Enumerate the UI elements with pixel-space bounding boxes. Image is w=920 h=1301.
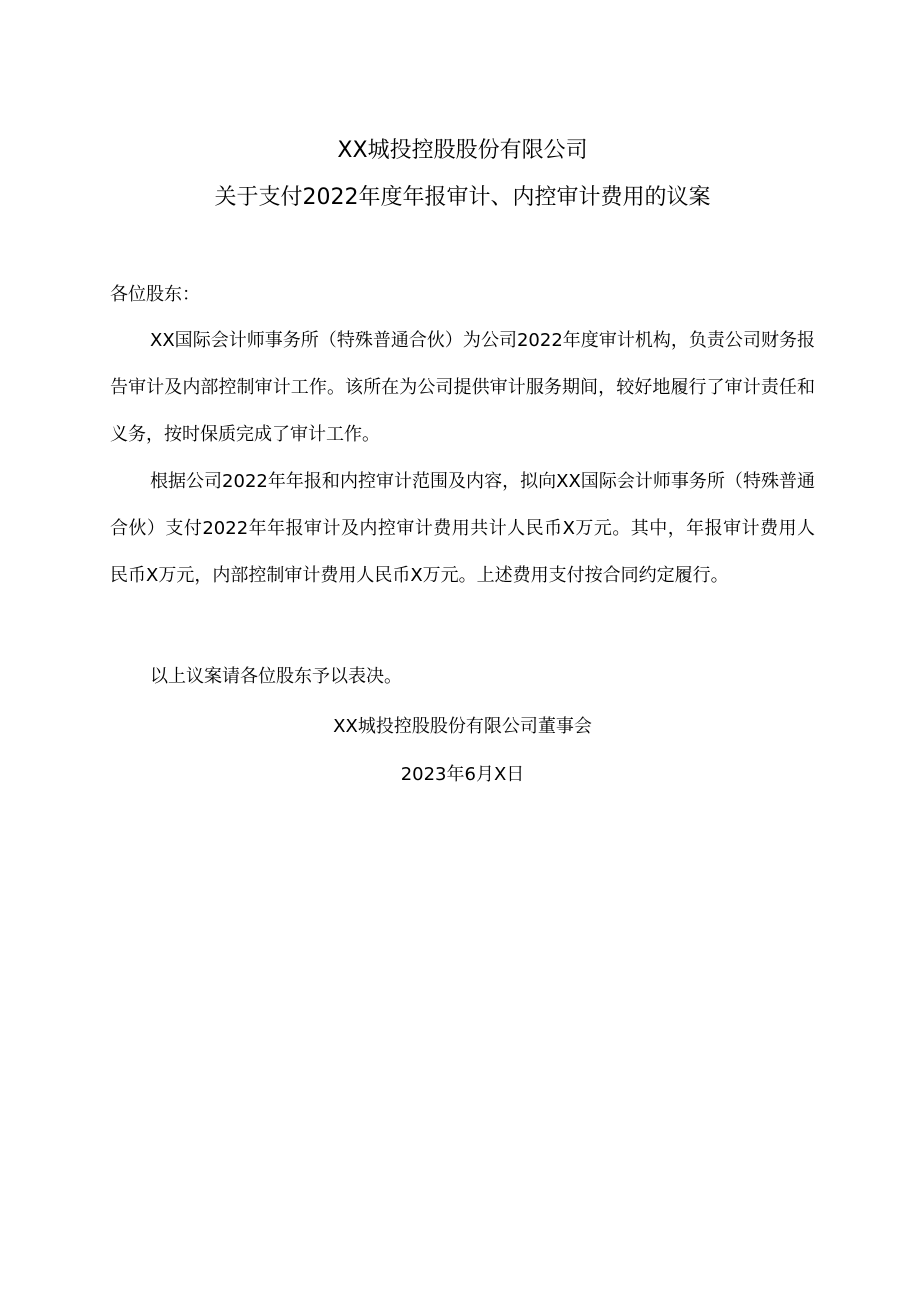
signature-board: XX城投控股股份有限公司董事会 <box>333 716 592 737</box>
paragraph-vote-request: 以上议案请各位股东予以表决。 <box>150 666 402 687</box>
paragraph-audit-firm: XX国际会计师事务所（特殊普通合伙）为公司2022年度审计机构，负责公司财务报告审计及内部控制审计工作。该所在为公司提供审计服务期间，较好地履行了审计责任和义务，按时保质完成了审计工作。 <box>110 330 815 445</box>
paragraph-audit-fees: 根据公司2022年年报和内控审计范围及内容，拟向XX国际会计师事务所（特殊普通合伙）支付2022年年报审计及内控审计费用共计人民币X万元。其中，年报审计费用人民币X万元，内部控制审计费用人民币X万元。上述费用支付按合同约定履行。 <box>110 471 815 586</box>
document-title-company: XX城投控股股份有限公司 <box>337 138 588 163</box>
salutation: 各位股东： <box>110 284 200 305</box>
signature-date: 2023年6月X日 <box>400 764 525 785</box>
document-title-proposal: 关于支付2022年度年报审计、内控审计费用的议案 <box>214 185 711 210</box>
document-page <box>110 0 815 1301</box>
